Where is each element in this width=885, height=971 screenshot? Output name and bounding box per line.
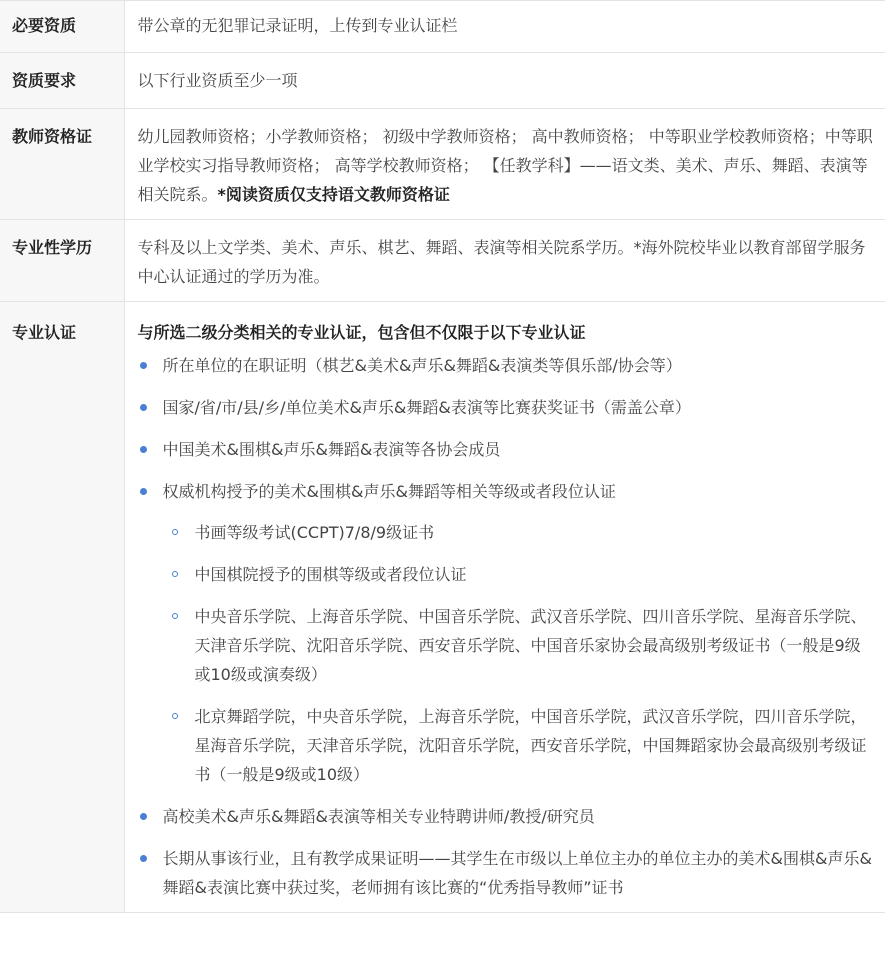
row-content: 以下行业资质至少一项 (124, 53, 885, 109)
list-item (138, 844, 874, 902)
list-item-text: 长期从事该行业，且有教学成果证明——其学生在市级以上单位主办的单位主办的美术&围棋&声乐&舞蹈&表演比赛中获过奖，老师拥有该比赛的“优秀指导教师”证书 (162, 849, 872, 897)
row-content: 专科及以上文学类、美术、声乐、棋艺、舞蹈、表演等相关院系学历。*海外院校毕业以教育部留学服务中心认证通过的学历为准。 (124, 220, 885, 302)
bullet-dot-icon (140, 813, 147, 820)
bullet-dot-icon (140, 446, 147, 453)
sub-list-item-text: 书画等级考试(CCPT)7/8/9级证书 (194, 523, 435, 542)
sub-list-item (163, 602, 874, 689)
list-item-text: 所在单位的在职证明（棋艺&美术&声乐&舞蹈&表演类等俱乐部/协会等） (162, 356, 682, 375)
row-content (124, 109, 885, 220)
row-teacher-certificate (0, 109, 885, 220)
list-item-text: 中国美术&围棋&声乐&舞蹈&表演等各协会成员 (162, 440, 501, 459)
sub-list-item (163, 560, 874, 589)
list-item (138, 393, 874, 422)
list-item (138, 351, 874, 380)
list-item-text: 高校美术&声乐&舞蹈&表演等相关专业特聘讲师/教授/研究员 (162, 807, 595, 826)
sub-list-item-text: 北京舞蹈学院，中央音乐学院，上海音乐学院，中国音乐学院，武汉音乐学院，四川音乐学院，星海音乐学院，天津音乐学院，沈阳音乐学院，西安音乐学院，中国舞蹈家协会最高级别考级证书（一般是9级或10级） (194, 707, 867, 784)
row-content (124, 302, 885, 913)
list-item-text: 国家/省/市/县/乡/单位美术&声乐&舞蹈&表演等比赛获奖证书（需盖公章） (162, 398, 691, 417)
bullet-dot-icon (140, 488, 147, 495)
sub-list-item (163, 518, 874, 547)
bullet-circle-icon (172, 613, 178, 619)
bullet-circle-icon (172, 571, 178, 577)
row-qualification-requirement (0, 53, 885, 109)
row-required-qualification (0, 1, 885, 53)
certification-heading: 与所选二级分类相关的专业认证，包含但不仅限于以下专业认证 (137, 323, 586, 342)
bullet-dot-icon (140, 362, 147, 369)
sub-list (163, 518, 874, 789)
bullet-circle-icon (172, 529, 178, 535)
certificate-emphasis: *阅读资质仅支持语文教师资格证 (217, 185, 450, 204)
certificate-text: 幼儿园教师资格；小学教师资格； 初级中学教师资格； 高中教师资格； 中等职业学校教师资格；中等职业学校实习指导教师资格； 高等学校教师资格； 【任教学科】——语文类、美术、声乐、舞蹈、表演等相关院系。 (137, 127, 873, 204)
list-item (138, 802, 874, 831)
certification-list (138, 351, 874, 902)
row-label: 必要资质 (0, 1, 124, 53)
sub-list-item-text: 中央音乐学院、上海音乐学院、中国音乐学院、武汉音乐学院、四川音乐学院、星海音乐学院、天津音乐学院、沈阳音乐学院、西安音乐学院、中国音乐家协会最高级别考级证书（一般是9级或10级或演奏级） (194, 607, 867, 684)
sub-list-item-text: 中国棋院授予的围棋等级或者段位认证 (194, 565, 467, 584)
row-label: 教师资格证 (0, 109, 124, 220)
bullet-dot-icon (140, 404, 147, 411)
list-item-text: 权威机构授予的美术&围棋&声乐&舞蹈等相关等级或者段位认证 (162, 482, 616, 501)
row-label: 专业认证 (0, 302, 124, 913)
sub-list-item (163, 702, 874, 789)
bullet-dot-icon (140, 855, 147, 862)
row-professional-education (0, 220, 885, 302)
row-content: 带公章的无犯罪记录证明，上传到专业认证栏 (124, 1, 885, 53)
list-item (138, 477, 874, 789)
row-label: 资质要求 (0, 53, 124, 109)
row-professional-certification (0, 302, 885, 913)
bullet-circle-icon (172, 713, 178, 719)
list-item (138, 435, 874, 464)
row-label: 专业性学历 (0, 220, 124, 302)
